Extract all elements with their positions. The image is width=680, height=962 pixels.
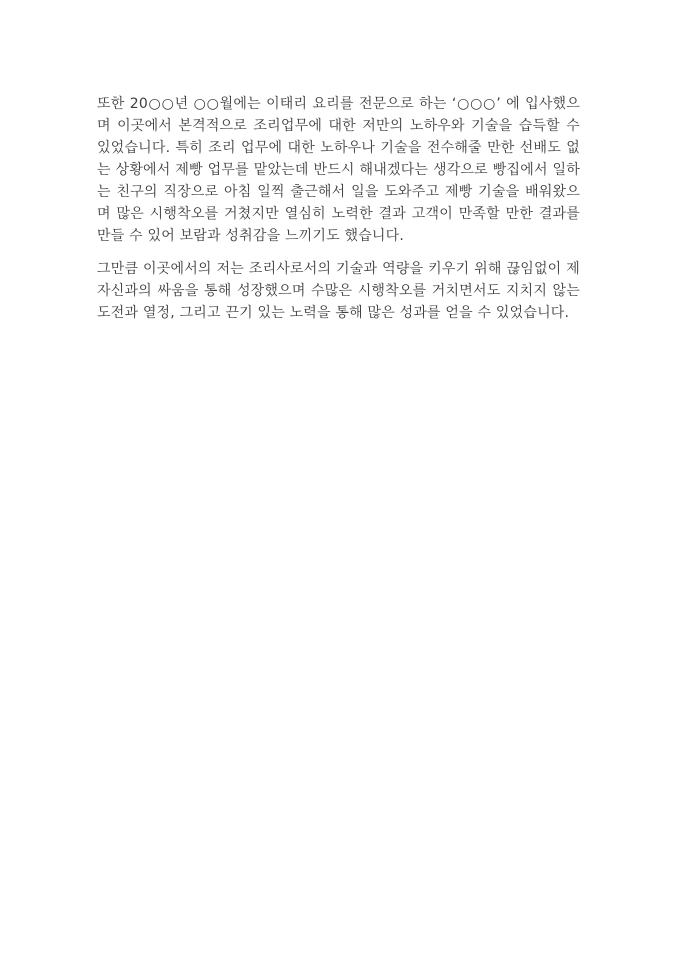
document-body: [97, 93, 580, 324]
paragraph: 그만큼 이곳에서의 저는 조리사로서의 기술과 역량을 키우기 위해 끊임없이 제 자신과의 싸움을 통해 성장했으며 수많은 시행착오를 거치면서도 지치지 않는 도전과 열정, 그리고 끈기 있는 노력을 통해 많은 성과를 얻을 수 있었습니다.: [97, 261, 580, 321]
paragraph: 또한 20○○년 ○○월에는 이태리 요리를 전문으로 하는 ‘○○○’ 에 입사했으며 이곳에서 본격적으로 조리업무에 대한 저만의 노하우와 기술을 습득할 수 있었습니다. 특히 조리 업무에 대한 노하우나 기술을 전수해줄 만한 선배도 없는 상황에서 제빵 업무를 맡았는데 반드시 해내겠다는 생각으로 빵집에서 일하는 친구의 직장으로 아침 일찍 출근해서 일을 도와주고 제빵 기술을 배워왔으며 많은 시행착오를 거쳤지만 열심히 노력한 결과 고객이 만족할 만한 결과를 만들 수 있어 보람과 성취감을 느끼기도 했습니다.: [97, 96, 580, 244]
